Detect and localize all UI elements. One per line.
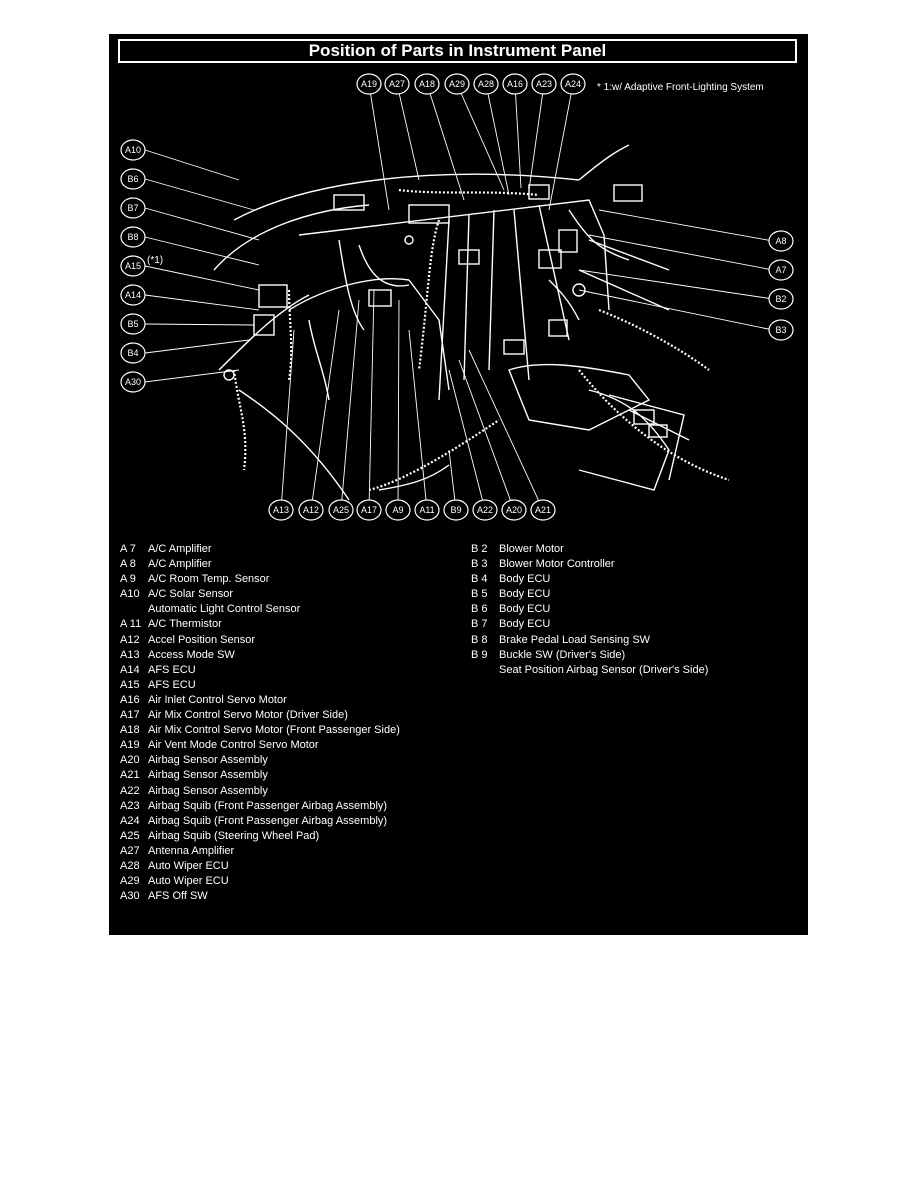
svg-text:A24: A24 (564, 79, 582, 89)
legend-description: A/C Amplifier (148, 543, 212, 555)
legend-row (120, 708, 400, 723)
legend-description: Air Mix Control Servo Motor (Driver Side) (148, 709, 348, 722)
svg-text:A12: A12 (302, 505, 320, 515)
callout-B4 (121, 343, 145, 363)
legend-row (120, 799, 400, 814)
callout-A19 (357, 74, 381, 94)
legend-code: A 9 (120, 573, 136, 586)
callout-A25 (329, 500, 353, 520)
instrument-panel-diagram (109, 70, 808, 530)
legend-code: A10 (120, 588, 140, 601)
callout-B7 (121, 198, 145, 218)
legend-row (471, 663, 708, 678)
diagram-panel (109, 34, 808, 935)
callouts-bottom (269, 500, 555, 520)
callout-A21 (531, 500, 555, 520)
svg-text:A25: A25 (332, 505, 350, 515)
svg-text:A20: A20 (505, 505, 523, 515)
svg-text:A11: A11 (419, 505, 435, 515)
legend-description: AFS ECU (148, 678, 196, 691)
svg-text:A17: A17 (360, 505, 378, 515)
legend-row (120, 874, 400, 889)
legend-code: A20 (120, 754, 140, 767)
harness-dotted-lines (234, 190, 729, 490)
callout-A30 (121, 372, 145, 392)
callout-A7 (769, 260, 793, 280)
legend-code: A25 (120, 829, 140, 842)
legend-code: B 9 (471, 648, 488, 661)
legend-description: AFS Off SW (148, 890, 208, 903)
legend-description: Accel Position Sensor (148, 633, 255, 646)
star-marker: (*1) (147, 255, 164, 266)
callout-A28 (474, 74, 498, 94)
svg-text:B2: B2 (775, 294, 787, 304)
legend-row (120, 784, 400, 799)
legend-description: Air Mix Control Servo Motor (Front Passenger Side) (148, 724, 400, 737)
legend-description: Antenna Amplifier (148, 844, 235, 857)
legend-code: A30 (120, 890, 140, 903)
svg-text:B7: B7 (127, 203, 139, 213)
callout-B9 (444, 500, 468, 520)
legend-description: Airbag Squib (Front Passenger Airbag Assembly) (148, 814, 388, 827)
svg-text:B4: B4 (127, 348, 139, 358)
legend-code: A21 (120, 769, 140, 782)
legend-description: A/C Thermistor (148, 618, 222, 631)
legend-code: A14 (120, 663, 140, 676)
legend-row (120, 859, 400, 874)
legend-description: Blower Motor Controller (499, 558, 615, 571)
callout-A22 (473, 500, 497, 520)
legend-description: Auto Wiper ECU (148, 875, 229, 888)
legend-row (120, 587, 400, 602)
legend-row (120, 617, 400, 632)
legend-row (120, 814, 400, 829)
legend-description: Seat Position Airbag Sensor (Driver's Side) (499, 663, 709, 676)
svg-text:A30: A30 (124, 377, 142, 387)
legend-description: Airbag Squib (Front Passenger Airbag Assembly) (148, 799, 388, 812)
legend-description: A/C Solar Sensor (148, 588, 233, 601)
callout-A10 (121, 140, 145, 160)
legend-description: A/C Room Temp. Sensor (148, 573, 270, 586)
callouts-left (121, 140, 163, 392)
legend-row (120, 693, 400, 708)
legend-description: Brake Pedal Load Sensing SW (499, 633, 651, 646)
legend-row (120, 738, 400, 753)
callout-A20 (502, 500, 526, 520)
legend-row (120, 844, 400, 859)
legend-description: Body ECU (499, 588, 551, 601)
legend-row (471, 602, 708, 617)
callout-A23 (532, 74, 556, 94)
callout-B3 (769, 320, 793, 340)
callout-A15 (121, 256, 145, 276)
callout-A29 (445, 74, 469, 94)
legend-code: A29 (120, 875, 140, 888)
legend-row (120, 648, 400, 663)
legend-description: Buckle SW (Driver's Side) (499, 648, 626, 661)
svg-text:A23: A23 (535, 79, 553, 89)
legend-code: B 4 (471, 573, 488, 586)
callout-B2 (769, 289, 793, 309)
svg-text:A7: A7 (775, 265, 787, 275)
legend-code: A19 (120, 739, 140, 752)
legend-code: A 11 (120, 618, 142, 631)
legend-description: Automatic Light Control Sensor (148, 603, 301, 616)
legend-code: B 7 (471, 618, 488, 631)
legend-code: B 3 (471, 558, 488, 571)
legend-row (120, 572, 400, 587)
legend-code: B 6 (471, 603, 488, 616)
legend-row (120, 602, 400, 617)
callouts-top (357, 74, 585, 94)
legend-description: Airbag Sensor Assembly (148, 769, 268, 782)
legend-row (471, 617, 708, 632)
legend-code: A13 (120, 648, 140, 661)
svg-text:A8: A8 (775, 236, 787, 246)
legend-description: AFS ECU (148, 663, 196, 676)
legend-row (120, 678, 400, 693)
callout-A18 (415, 74, 439, 94)
svg-text:A14: A14 (124, 290, 142, 300)
legend-description: Airbag Sensor Assembly (148, 754, 268, 767)
legend-code: A27 (120, 844, 140, 857)
svg-text:A15: A15 (124, 261, 142, 271)
legend-code: A15 (120, 678, 140, 691)
callout-A17 (357, 500, 381, 520)
svg-text:B5: B5 (127, 319, 139, 329)
svg-text:A10: A10 (124, 145, 142, 155)
legend-code: A16 (120, 693, 140, 706)
callout-A12 (299, 500, 323, 520)
legend-code: A22 (120, 784, 140, 797)
legend-code: A12 (120, 633, 140, 646)
legend-code: A23 (120, 799, 140, 812)
callout-B5 (121, 314, 145, 334)
legend-description: A/C Amplifier (148, 558, 212, 571)
svg-text:B3: B3 (775, 325, 787, 335)
svg-text:A21: A21 (534, 505, 552, 515)
callout-A24 (561, 74, 585, 94)
callout-A27 (385, 74, 409, 94)
legend-description: Body ECU (499, 573, 551, 586)
legend-code: A17 (120, 709, 140, 722)
legend-description: Air Vent Mode Control Servo Motor (148, 739, 319, 752)
legend-row (120, 542, 400, 557)
legend-row (120, 633, 400, 648)
svg-text:A22: A22 (476, 505, 494, 515)
legend-code: A 8 (120, 558, 136, 571)
note-afs: * 1:w/ Adaptive Front-Lighting System (597, 82, 764, 93)
legend-description: Airbag Squib (Steering Wheel Pad) (148, 829, 320, 842)
legend-code: A24 (120, 814, 140, 827)
legend-code: A28 (120, 859, 140, 872)
legend-description: Airbag Sensor Assembly (148, 784, 268, 797)
svg-text:B6: B6 (127, 174, 139, 184)
svg-text:A18: A18 (418, 79, 436, 89)
legend-row (471, 648, 708, 663)
callout-A16 (503, 74, 527, 94)
legend-code: A18 (120, 724, 140, 737)
legend-right (471, 542, 708, 678)
legend-description: Body ECU (499, 603, 551, 616)
legend-code: A 7 (120, 543, 136, 555)
svg-text:A28: A28 (477, 79, 495, 89)
legend-row (120, 768, 400, 783)
legend-description: Air Inlet Control Servo Motor (148, 693, 287, 706)
svg-text:A29: A29 (448, 79, 466, 89)
legend-left (120, 542, 400, 904)
page-title: Position of Parts in Instrument Panel (118, 39, 797, 63)
legend-row (120, 753, 400, 768)
svg-text:A27: A27 (388, 79, 406, 89)
legend-code: B 5 (471, 588, 488, 601)
svg-text:A9: A9 (392, 505, 404, 515)
callouts-right (769, 231, 793, 340)
svg-text:A19: A19 (360, 79, 378, 89)
svg-text:A13: A13 (272, 505, 290, 515)
callout-A8 (769, 231, 793, 251)
legend-row (120, 663, 400, 678)
legend-row (120, 557, 400, 572)
legend-row (120, 829, 400, 844)
svg-text:A16: A16 (506, 79, 524, 89)
legend-code: B 8 (471, 633, 488, 646)
legend-row (471, 633, 708, 648)
legend-description: Access Mode SW (148, 648, 235, 661)
svg-text:B8: B8 (127, 232, 139, 242)
legend-row (471, 542, 708, 557)
legend-row (471, 587, 708, 602)
callout-A14 (121, 285, 145, 305)
legend-row (471, 572, 708, 587)
legend-description: Auto Wiper ECU (148, 859, 229, 872)
legend-description: Body ECU (499, 618, 551, 631)
callout-A11 (415, 500, 439, 520)
legend-description: Blower Motor (499, 543, 564, 555)
callout-A13 (269, 500, 293, 520)
legend-row (120, 889, 400, 904)
callout-A9 (386, 500, 410, 520)
legend-row (120, 723, 400, 738)
svg-text:B9: B9 (450, 505, 462, 515)
callout-B8 (121, 227, 145, 247)
callout-B6 (121, 169, 145, 189)
legend-row (471, 557, 708, 572)
legend-code: B 2 (471, 543, 488, 555)
